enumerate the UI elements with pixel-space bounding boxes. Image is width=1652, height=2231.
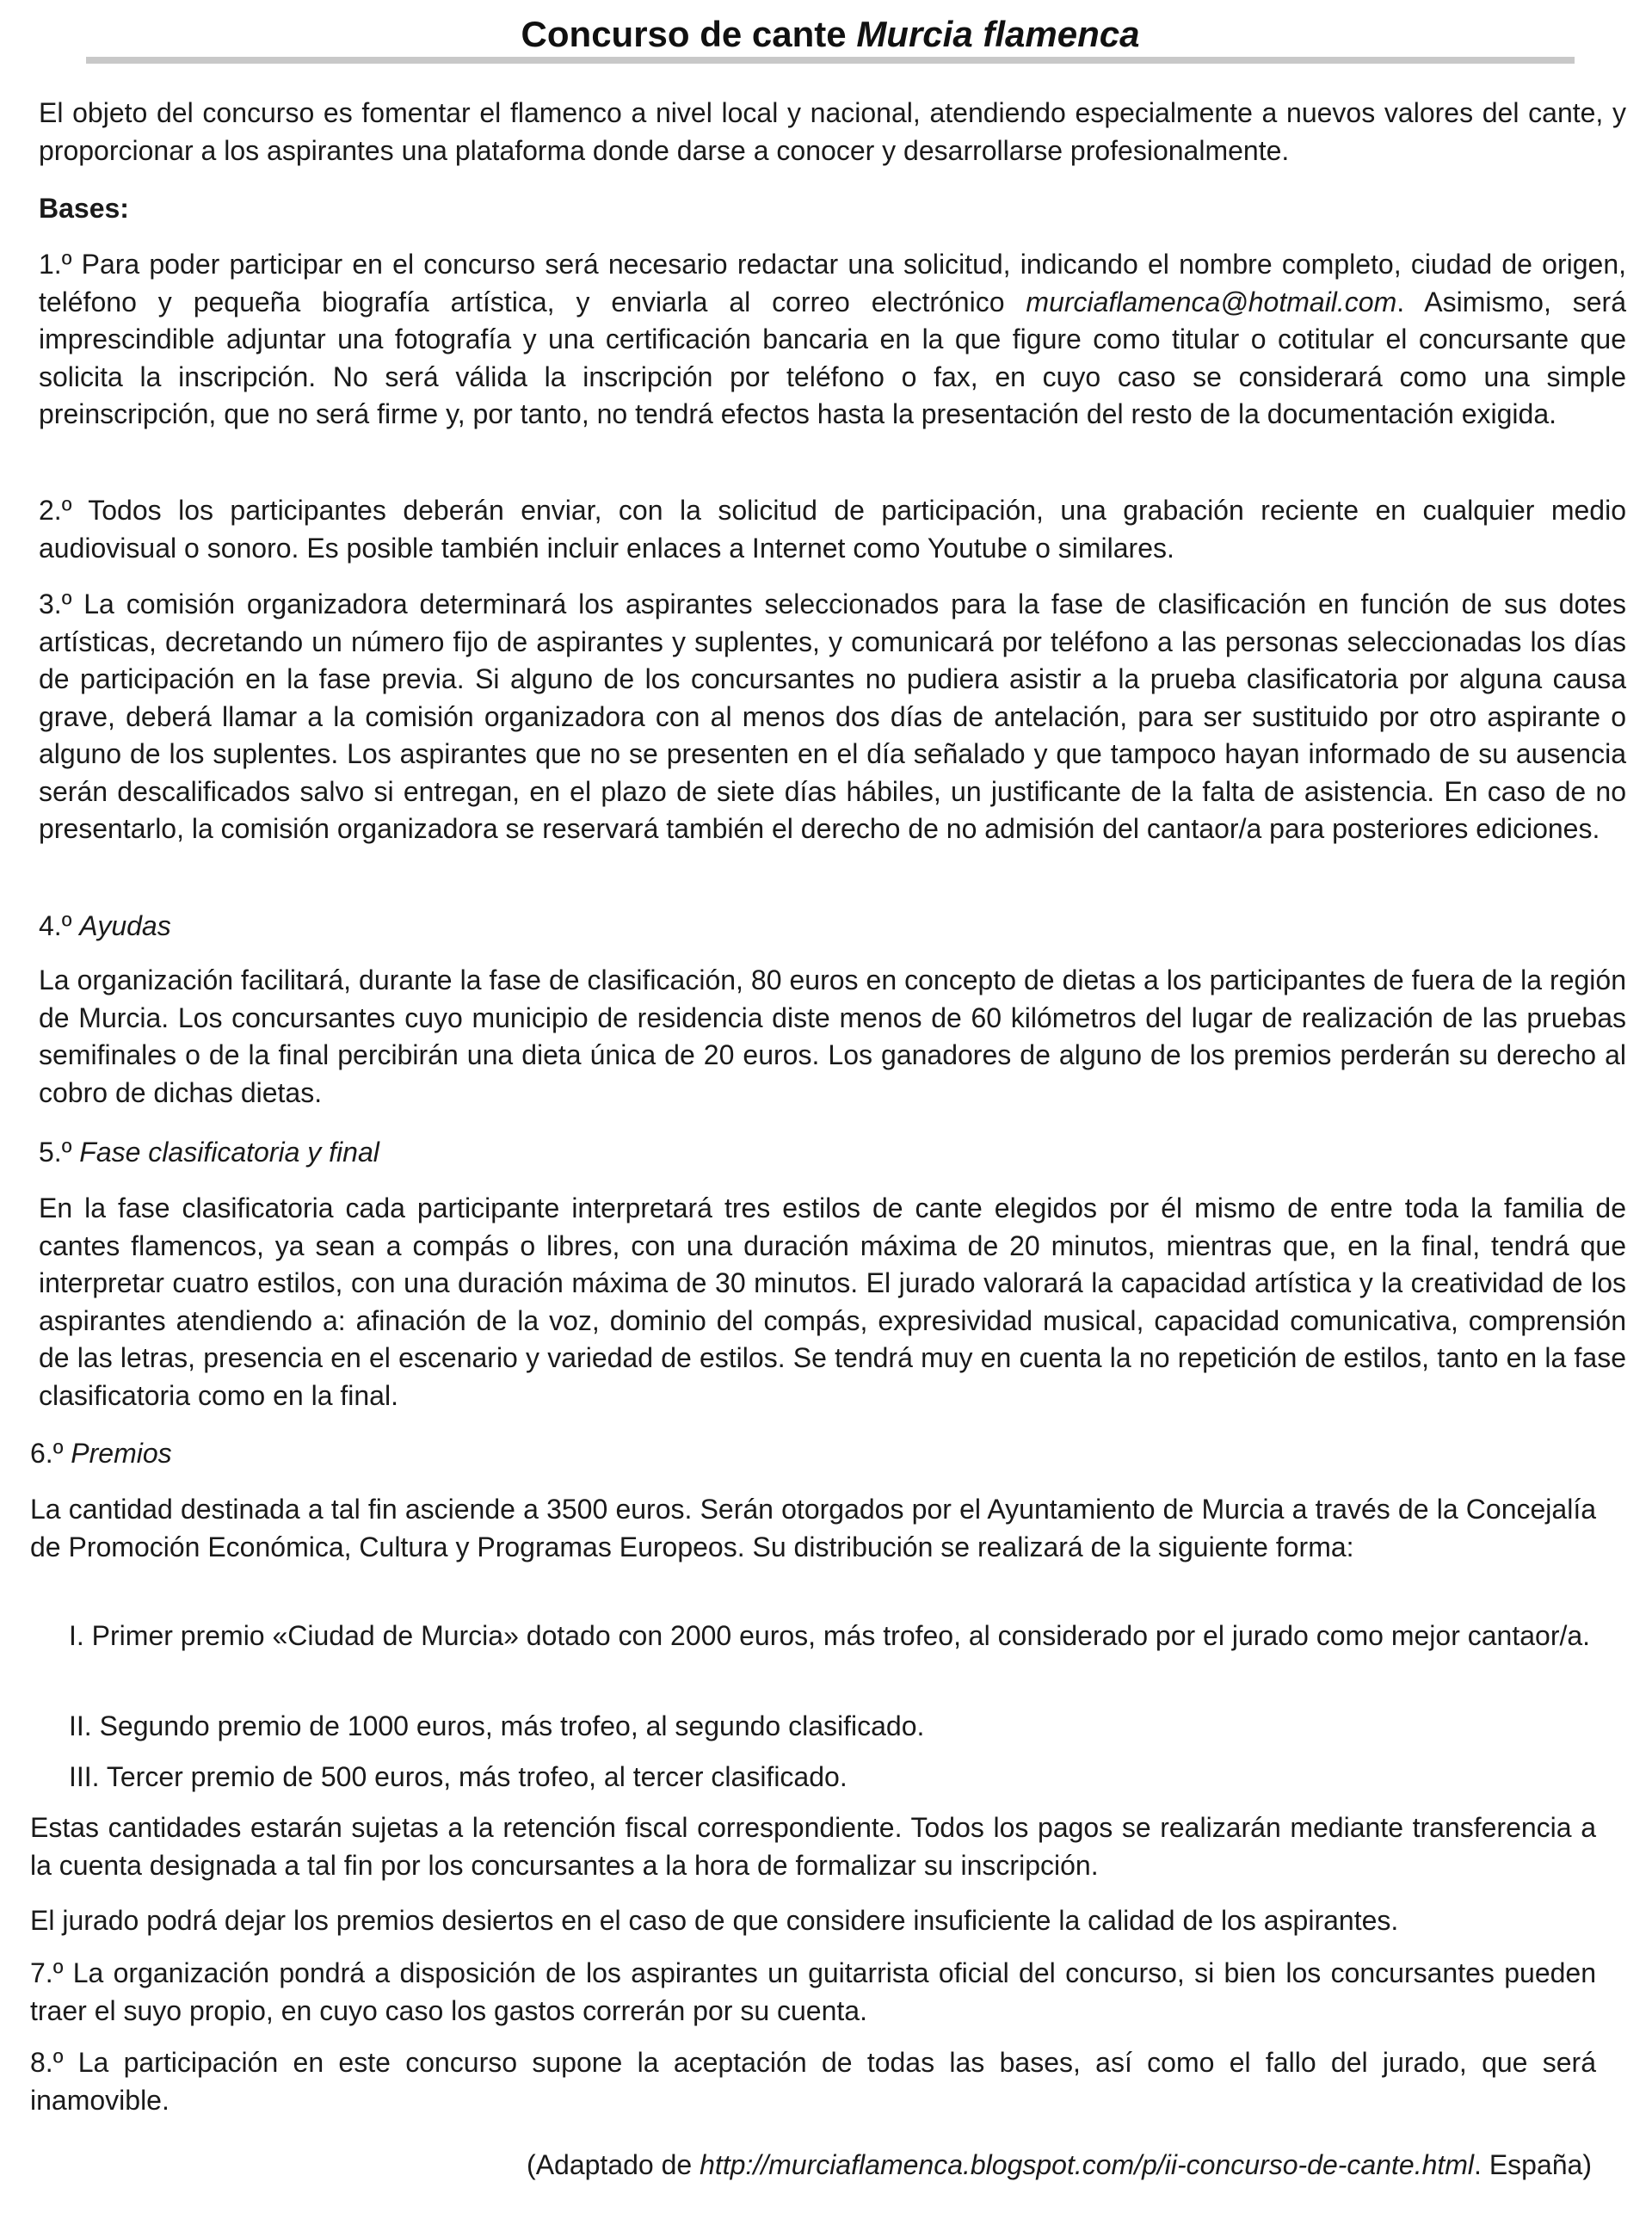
base-5-heading: 5.º Fase clasificatoria y final	[39, 1137, 379, 1168]
contact-email: murciaflamenca@hotmail.com	[1026, 286, 1397, 317]
base-7-number: 7.º	[30, 1957, 64, 1988]
base-1-paragraph: 1.º Para poder participar en el concurso será necesario redactar una solicitud, indicando el nombre completo, ciudad de origen, teléfono y pequeña biografía artística, y enviarla al correo electrónico murciaflamenca@hotmail.com. Asimismo, será imprescindible adjuntar una fotografía y una certificación bancaria en la que figure como titular o cotitular el concursante que solicita la inscripción. No será válida la inscripción por teléfono o fax, en cuyo caso se considerará como una simple preinscripción, que no será firme y, por tanto, no tendrá efectos hasta la presentación del resto de la documentación exigida.	[39, 249, 1627, 429]
bases-heading: Bases:	[39, 193, 129, 224]
jury-desert-paragraph: El jurado podrá dejar los premios desiertos en el caso de que considere insuficiente la calidad de los aspirantes.	[30, 1905, 1399, 1936]
base-8-paragraph: 8.º La participación en este concurso supone la aceptación de todas las bases, así como el fallo del jurado, que será inamovible.	[30, 2047, 1597, 2116]
source-citation: (Adaptado de http://murciaflamenca.blogspot.com/p/ii-concurso-de-cante.html. España)	[527, 2149, 1592, 2180]
base-1-number: 1.º	[39, 249, 72, 280]
intro-paragraph: El objeto del concurso es fomentar el flamenco a nivel local y nacional, atendiendo especialmente a nuevos valores del cante, y proporcionar a los aspirantes una plataforma donde darse a conocer y desarrollarse profesionalmente.	[39, 97, 1626, 166]
prize-item-1: I. Primer premio «Ciudad de Murcia» dotado con 2000 euros, más trofeo, al considerado por el jurado como mejor cantaor/a.	[69, 1620, 1591, 1651]
base-4-paragraph: La organización facilitará, durante la fase de clasificación, 80 euros en concepto de dietas a los participantes de fuera de la región de Murcia. Los concursantes cuyo municipio de residencia diste menos de 60 kilómetros del lugar de realización de las pruebas semifinales o de la final percibirán una dieta única de 20 euros. Los ganadores de alguno de los premios perderán su derecho al cobro de dichas dietas.	[39, 965, 1626, 1108]
document-title	[86, 9, 1575, 60]
base-3-paragraph: 3.º La comisión organizadora determinará los aspirantes seleccionados para la fase de clasificación en función de sus dotes artísticas, decretando un número fijo de aspirantes y suplentes, y comunicará por teléfono a las personas seleccionadas los días de participación en la fase previa. Si alguno de los concursantes no pudiera asistir a la prueba clasificatoria por alguna causa grave, deberá llamar a la comisión organizadora con al menos dos días de antelación, para ser sustituido por otro aspirante o alguno de los suplentes. Los aspirantes que no se presenten en el día señalado y que tampoco hayan informado de su ausencia serán descalificados salvo si entregan, en el plazo de siete días hábiles, un justificante de la falta de asistencia. En caso de no presentarlo, la comisión organizadora se reservará también el derecho de no admisión del cantaor/a para posteriores ediciones.	[39, 589, 1626, 844]
base-5-paragraph: En la fase clasificatoria cada participante interpretará tres estilos de cante elegidos por él mismo de entre toda la familia de cantes flamencos, ya sean a compás o libres, con una duración máxima de 20 minutos, mientras que, en la final, tendrá que interpretar cuatro estilos, con una duración máxima de 30 minutos. El jurado valorará la capacidad artística y la creatividad de los aspirantes atendiendo a: afinación de la voz, dominio del compás, expresividad musical, capacidad comunicativa, comprensión de las letras, presencia en el escenario y variedad de estilos. Se tendrá muy en cuenta la no repetición de estilos, tanto en la fase clasificatoria como en la final.	[39, 1193, 1626, 1411]
title-underline	[86, 57, 1575, 64]
prize-item-2: II. Segundo premio de 1000 euros, más trofeo, al segundo clasificado.	[69, 1710, 925, 1741]
base-6-paragraph: La cantidad destinada a tal fin asciende a 3500 euros. Serán otorgados por el Ayuntamiento de Murcia a través de la Concejalía de Promoción Económica, Cultura y Programas Europeos. Su distribución se realizará de la siguiente forma:	[30, 1494, 1596, 1562]
base-8-number: 8.º	[30, 2047, 64, 2078]
base-2-number: 2.º	[39, 495, 72, 526]
base-7-paragraph: 7.º La organización pondrá a disposición de los aspirantes un guitarrista oficial del concurso, si bien los concursantes pueden traer el suyo propio, en cuyo caso los gastos correrán por su cuenta.	[30, 1957, 1597, 2026]
tax-retention-paragraph: Estas cantidades estarán sujetas a la retención fiscal correspondiente. Todos los pagos se realizarán mediante transferencia a la cuenta designada a tal fin por los concursantes a la hora de formalizar su inscripción.	[30, 1812, 1596, 1881]
title-italic: Murcia flamenca	[856, 14, 1140, 54]
title-prefix: Concurso de cante	[521, 14, 857, 54]
base-4-heading: 4.º Ayudas	[39, 910, 171, 941]
prize-item-3: III. Tercer premio de 500 euros, más trofeo, al tercer clasificado.	[69, 1761, 848, 1792]
base-2-paragraph: 2.º Todos los participantes deberán enviar, con la solicitud de participación, una grabación reciente en cualquier medio audiovisual o sonoro. Es posible también incluir enlaces a Internet como Youtube o similares.	[39, 495, 1627, 564]
source-url: http://murciaflamenca.blogspot.com/p/ii-concurso-de-cante.html	[700, 2149, 1475, 2180]
base-6-heading: 6.º Premios	[30, 1438, 172, 1469]
base-3-number: 3.º	[39, 589, 72, 619]
